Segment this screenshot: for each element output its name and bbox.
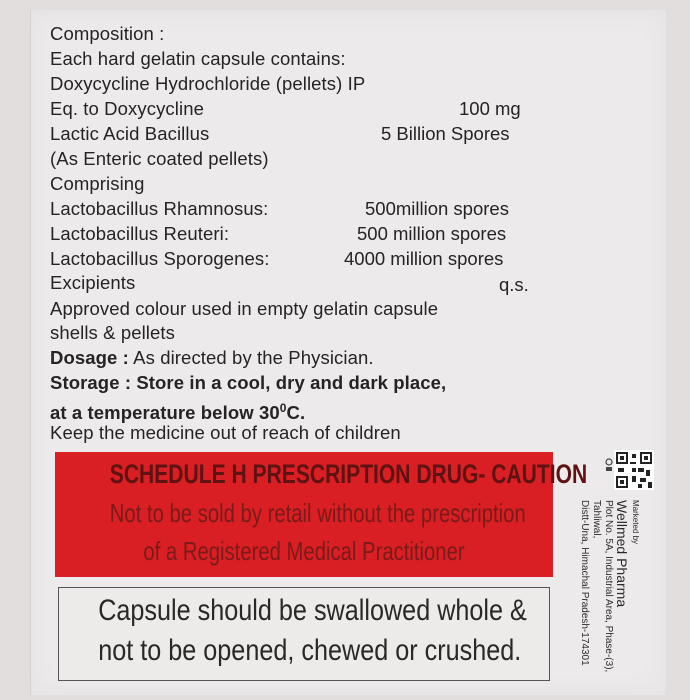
- composition-heading: Composition :: [50, 23, 165, 44]
- lactic-acid-value: 5 Billion Spores: [381, 123, 510, 144]
- rhamnosus-label: Lactobacillus Rhamnosus:: [50, 198, 269, 219]
- rhamnosus-value: 500million spores: [365, 198, 509, 219]
- reuteri-label: Lactobacillus Reuteri:: [50, 223, 230, 244]
- schedule-h-line-2: Not to be sold by retail without the prescription: [109, 498, 526, 528]
- colour-line-2: shells & pellets: [50, 322, 175, 343]
- swallow-line-1: Capsule should be swallowed whole &: [98, 594, 527, 627]
- capsule-contains-line: Each hard gelatin capsule contains:: [50, 48, 346, 69]
- manufacturer-block: [580, 500, 640, 680]
- sporogenes-value: 4000 million spores: [344, 248, 504, 269]
- storage-temp-prefix: at a temperature below 30: [50, 402, 280, 424]
- excipients-value: q.s.: [499, 274, 529, 295]
- schedule-h-line-3: of a Registered Medical Practitioner: [143, 536, 465, 566]
- dosage-label: Dosage :: [50, 347, 129, 368]
- swallow-instruction-box: [58, 587, 550, 681]
- reuteri-value: 500 million spores: [357, 223, 507, 244]
- manufacturer-address-2: Distt-Una, Himachal Pradesh-174301: [579, 500, 590, 666]
- keep-out-line: Keep the medicine out of reach of children: [50, 422, 401, 443]
- recycle-mark-icon: [604, 458, 614, 472]
- marketed-by-prefix: Marketed by: [631, 500, 640, 545]
- colour-line-1: Approved colour used in empty gelatin capsule: [50, 298, 439, 319]
- excipients-label: Excipients: [50, 272, 136, 293]
- dosage-line: [50, 346, 374, 370]
- schedule-h-warning-box: [55, 452, 588, 577]
- eq-doxycycline-label: Eq. to Doxycycline: [50, 98, 204, 119]
- doxycycline-hcl-line: Doxycycline Hydrochloride (pellets) IP: [50, 73, 366, 94]
- swallow-line-2: not to be opened, chewed or crushed.: [98, 634, 522, 667]
- lactic-acid-label: Lactic Acid Bacillus: [50, 123, 210, 144]
- enteric-line: (As Enteric coated pellets): [50, 148, 269, 169]
- manufacturer-name: Wellmed Pharma: [614, 500, 630, 608]
- comprising-line: Comprising: [50, 173, 145, 194]
- dosage-text: As directed by the Physician.: [133, 347, 374, 368]
- eq-doxycycline-value: 100 mg: [459, 98, 521, 119]
- storage-degree: 0: [279, 401, 287, 415]
- storage-temp-suffix: C.: [286, 402, 306, 424]
- sporogenes-label: Lactobacillus Sporogenes:: [50, 248, 270, 269]
- manufacturer-address-1: Plot No. 5A, Industrial Area, Phase-(3), Tahliwal,: [591, 500, 614, 673]
- schedule-h-title: SCHEDULE H PRESCRIPTION DRUG- CAUTION: [109, 459, 588, 489]
- qr-code-icon: [614, 450, 654, 490]
- storage-line-1: Storage : Store in a cool, dry and dark place,: [50, 372, 447, 393]
